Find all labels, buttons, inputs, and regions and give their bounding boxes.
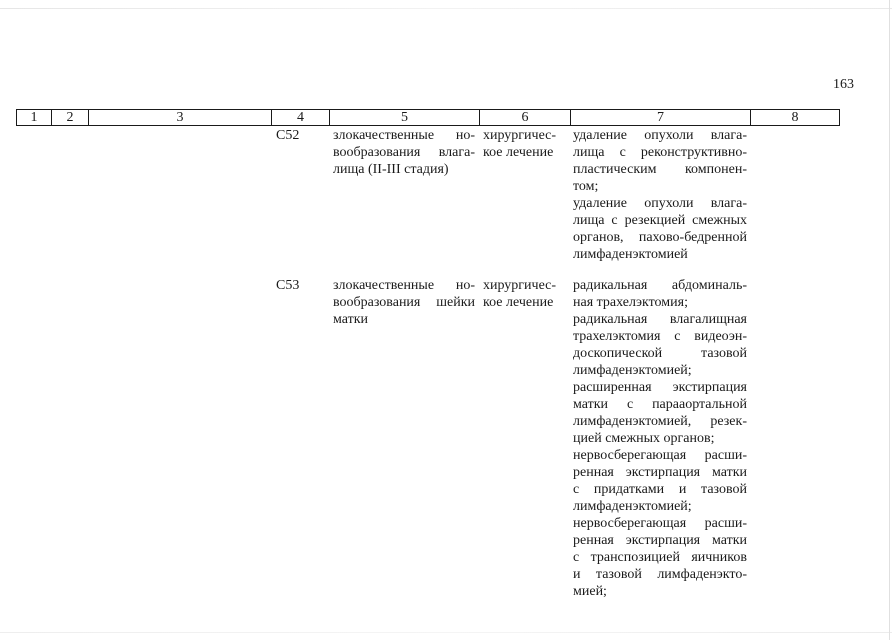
row1-methods: удаление опухоли влага- лища с реконструктивно- пластическим компонен- том; удаление опухоли влага- лища с резекцией смежных органов, пахово-бедренной лимфаденэктомией [573, 128, 747, 262]
page-number: 163 [833, 77, 854, 92]
header-col-3: 3 [89, 110, 272, 125]
scan-edge-right [889, 0, 890, 640]
row2-methods: радикальная абдоминаль- ная трахелэктомия; радикальная влагалищная трахелэктомия с видеоэн- доскопической тазовой лимфаденэктомией; расширенная экстирпация матки с парааортальной лимфаденэктомией, резек- цией смежных органов; нервосберегающая расши- ренная экстирпация матки с придатками и тазовой лимфаденэктомией; нервосберегающая расши- ренная экстирпация матки с транспозицией яичников и тазовой лимфаденэкто- мией; [573, 278, 747, 599]
header-col-2: 2 [52, 110, 89, 125]
scan-edge-bottom [0, 632, 892, 633]
header-col-7: 7 [571, 110, 751, 125]
header-col-4: 4 [272, 110, 330, 125]
row2-code: C53 [276, 278, 300, 293]
scan-edge-top [0, 8, 892, 9]
row1-code: C52 [276, 128, 300, 143]
header-col-6: 6 [480, 110, 571, 125]
row1-treatment: хирургичес- кое лечение [483, 128, 557, 160]
header-col-5: 5 [330, 110, 480, 125]
header-col-8: 8 [791, 110, 799, 125]
table-header-row [16, 109, 840, 126]
header-col-1: 1 [17, 110, 52, 125]
row2-treatment: хирургичес- кое лечение [483, 278, 557, 310]
row2-diagnosis: злокачественные но- вообразования шейки матки [333, 278, 475, 327]
row1-diagnosis: злокачественные но- вообразования влага- лища (II-III стадия) [333, 128, 475, 177]
